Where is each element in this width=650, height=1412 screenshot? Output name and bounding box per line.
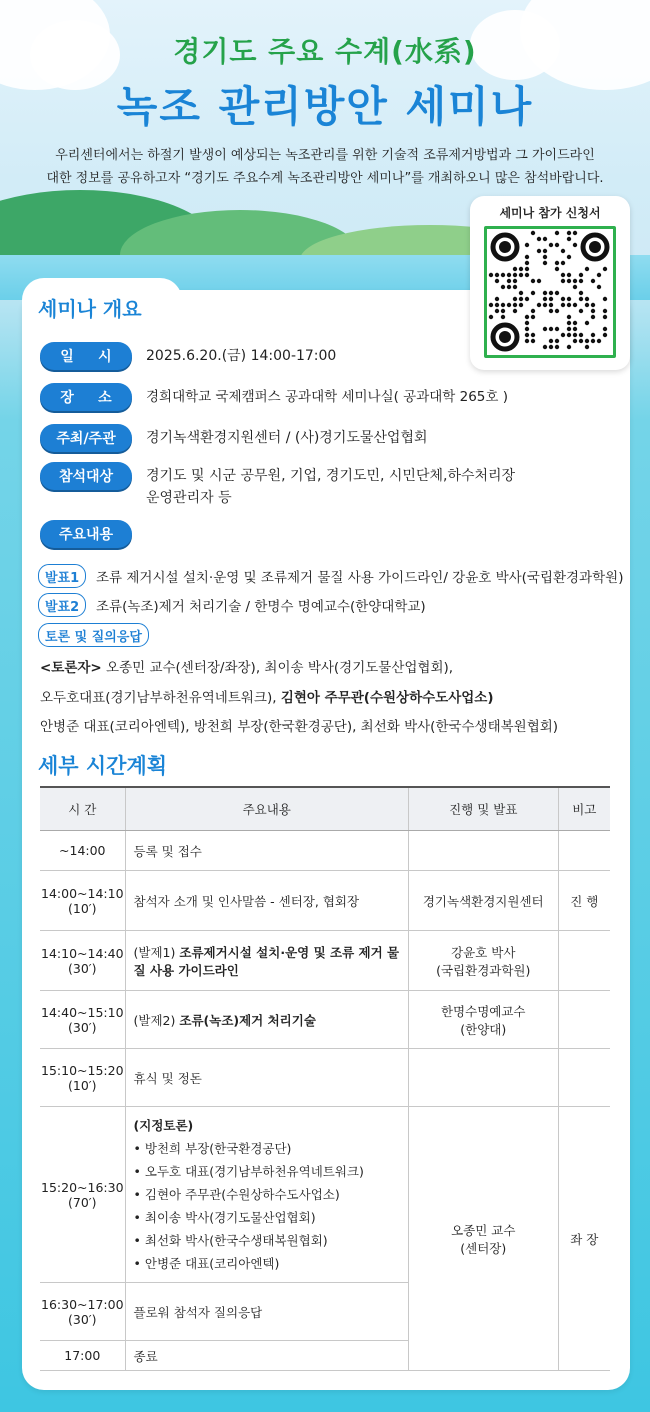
value-date: 2025.6.20.(금) 14:00-17:00 bbox=[146, 348, 337, 364]
table-row bbox=[40, 931, 610, 991]
title-line-1: 경기도 주요 수계(水系) bbox=[173, 35, 477, 68]
panel-line-1: <토론자> 오종민 교수(센터장/좌장), 최이송 박사(경기도물산업협회), bbox=[40, 660, 454, 676]
row-time: 17:00 bbox=[40, 1341, 125, 1371]
table-row bbox=[40, 991, 610, 1049]
presentation-1-text: 조류 제거시설 설치·운영 및 조류제거 물질 사용 가이드라인/ 강윤호 박사(국립환경과학원) bbox=[96, 570, 624, 586]
table-row bbox=[40, 1107, 610, 1283]
table-row bbox=[40, 871, 610, 931]
row-time: 14:00~14:10 (10′) bbox=[40, 871, 125, 931]
header-time: 시 간 bbox=[40, 787, 125, 831]
tag-discussion: 토론 및 질의응답 bbox=[38, 623, 149, 647]
row-presenter: 강윤호 박사 (국립환경과학원) bbox=[408, 931, 558, 991]
table-row bbox=[40, 831, 610, 871]
qr-code-icon[interactable] bbox=[484, 226, 616, 358]
presentation-2-text: 조류(녹조)제거 처리기술 / 한명수 명예교수(한양대학교) bbox=[96, 599, 426, 615]
header-presenter: 진행 및 발표 bbox=[408, 787, 558, 831]
row-content: 종료 bbox=[125, 1341, 408, 1371]
table-row bbox=[40, 1049, 610, 1107]
header-note: 비고 bbox=[558, 787, 610, 831]
row-note: 좌 장 bbox=[558, 1107, 610, 1371]
label-host: 주최/주관 bbox=[40, 424, 132, 452]
header-content: 주요내용 bbox=[125, 787, 408, 831]
schedule-table bbox=[40, 786, 610, 1371]
row-presenter: 오종민 교수 (센터장) bbox=[408, 1107, 558, 1371]
row-time: 14:10~14:40 (30′) bbox=[40, 931, 125, 991]
label-main-content: 주요내용 bbox=[40, 520, 132, 548]
row-time: 14:40~15:10 (30′) bbox=[40, 991, 125, 1049]
row-presenter: 한명수명예교수 (한양대) bbox=[408, 991, 558, 1049]
row-content: 참석자 소개 및 인사말씀 - 센터장, 협회장 bbox=[125, 871, 408, 931]
value-host: 경기녹색환경지원센터 / (사)경기도물산업협회 bbox=[146, 430, 428, 446]
row-time: ~14:00 bbox=[40, 831, 125, 871]
row-time: 16:30~17:00 (30′) bbox=[40, 1283, 125, 1341]
schedule-title: 세부 시간계획 bbox=[38, 754, 168, 778]
qr-title: 세미나 참가 신청서 bbox=[499, 206, 601, 220]
tag-presentation-1: 발표1 bbox=[38, 564, 86, 588]
row-content: 플로워 참석자 질의응답 bbox=[125, 1283, 408, 1341]
label-date: 일 시 bbox=[40, 342, 132, 370]
row-content: (지정토론) • 방천희 부장(한국환경공단) • 오두호 대표(경기남부하천유역네트워크) • 김현아 주무관(수원상하수도사업소) • 최이송 박사(경기도물산업협회) • 최선화 박사(한국수생태복원협회) • 안병준 대표(코리아엔텍) bbox=[125, 1107, 408, 1283]
value-venue: 경희대학교 국제캠퍼스 공과대학 세미나실( 공과대학 265호 ) bbox=[146, 389, 508, 405]
row-content: (발제1) 조류제거시설 설치·운영 및 조류 제거 물질 사용 가이드라인 bbox=[125, 931, 408, 991]
row-presenter: 경기녹색환경지원센터 bbox=[408, 871, 558, 931]
qr-code-graphic bbox=[487, 229, 613, 355]
panel-line-3: 안병준 대표(코리아엔텍), 방천희 부장(한국환경공단), 최선화 박사(한국수생태복원협회) bbox=[40, 719, 559, 735]
title-line-2: 녹조 관리방안 세미나 bbox=[116, 82, 534, 131]
overview-title: 세미나 개요 bbox=[38, 297, 142, 321]
label-venue: 장 소 bbox=[40, 383, 132, 411]
row-content: (발제2) 조류(녹조)제거 처리기술 bbox=[125, 991, 408, 1049]
panel-line-2: 오두호대표(경기남부하천유역네트워크), 김현아 주무관(수원상하수도사업소) bbox=[40, 690, 494, 706]
row-time: 15:20~16:30 (70′) bbox=[40, 1107, 125, 1283]
value-audience: 경기도 및 시군 공무원, 기업, 경기도민, 시민단체,하수처리장 운영관리자 등 bbox=[146, 468, 516, 506]
row-time: 15:10~15:20 (10′) bbox=[40, 1049, 125, 1107]
row-content: 등록 및 접수 bbox=[125, 831, 408, 871]
table-header bbox=[40, 787, 610, 831]
label-audience: 참석대상 bbox=[40, 462, 132, 490]
qr-card[interactable] bbox=[470, 196, 630, 370]
row-content: 휴식 및 정돈 bbox=[125, 1049, 408, 1107]
tag-presentation-2: 발표2 bbox=[38, 593, 86, 617]
row-note: 진 행 bbox=[558, 871, 610, 931]
intro-text: 우리센터에서는 하절기 발생이 예상되는 녹조관리를 위한 기술적 조류제거방법과 그 가이드라인 대한 정보를 공유하고자 “경기도 주요수계 녹조관리방안 세미나”를 개최하오니 많은 참석바랍니다. bbox=[46, 148, 604, 186]
